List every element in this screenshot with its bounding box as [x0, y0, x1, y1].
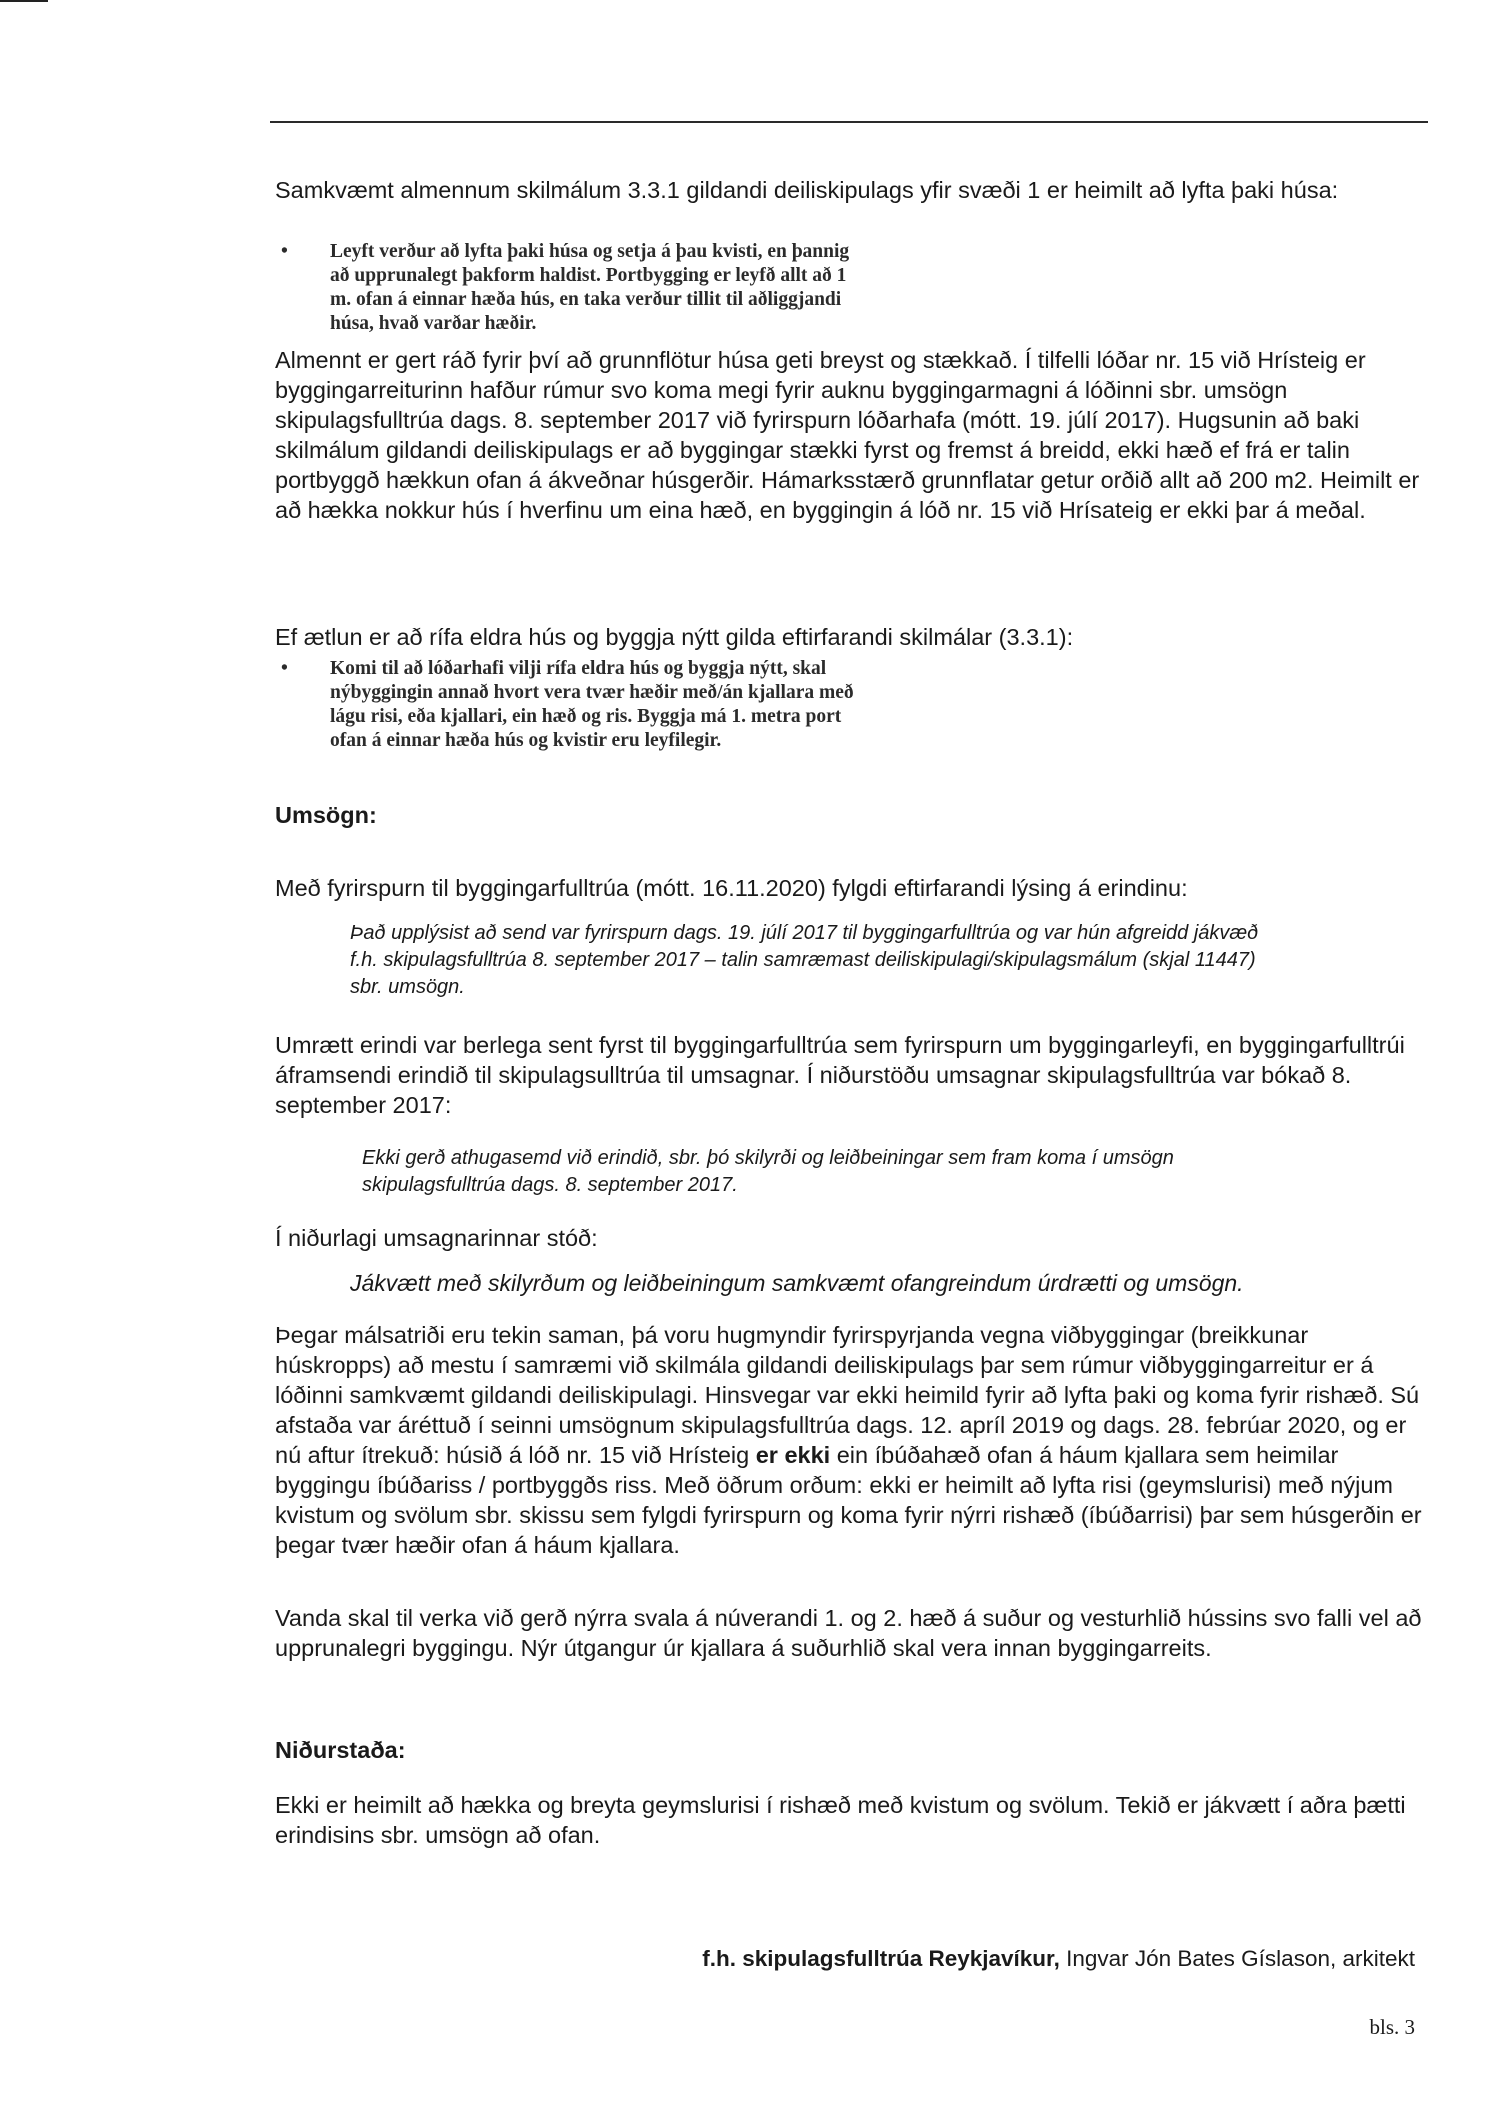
signature-name: Ingvar Jón Bates Gíslason, arkitekt	[1059, 1946, 1415, 1971]
quote-1-line: Það upplýsist að send var fyrirspurn dags. 19. júlí 2017 til byggingarfulltrúa og var hún afgreidd jákvæð	[350, 922, 1259, 944]
paragraph-nidurlag: Í niðurlagi umsagnarinnar stóð:	[275, 1225, 598, 1251]
quote-1-line: sbr. umsögn.	[350, 976, 465, 998]
quote-2-line: Ekki gerð athugasemd við erindið, sbr. þó skilyrði og leiðbeiningar sem fram koma í umsögn	[362, 1147, 1174, 1169]
quote-block-1	[350, 920, 1258, 1001]
quote-2-line: skipulagsfulltrúa dags. 8. september 2017.	[362, 1174, 738, 1196]
bullet-2-line: ofan á einnar hæða hús og kvistir eru leyfilegir.	[330, 730, 722, 751]
paragraph-fyrirspurn: Með fyrirspurn til byggingarfulltrúa (mótt. 16.11.2020) fylgdi eftirfarandi lýsing á erindinu:	[275, 875, 1188, 901]
bullet-dot: •	[281, 241, 288, 262]
heading-umsogn: Umsögn:	[275, 802, 377, 828]
paragraph-thegar	[275, 1320, 1425, 1560]
bullet-1-line: húsa, hvað varðar hæðir.	[330, 313, 537, 334]
paragraph-umraett: Umrætt erindi var berlega sent fyrst til byggingarfulltrúa sem fyrirspurn um byggingarleyfi, en byggingarfulltrúi áframsendi erindið til skipulagsulltrúa til umsagnar. Í niðurstöðu umsagnar skipulagsfulltrúa var bókað 8. september 2017:	[275, 1032, 1405, 1118]
intro-paragraph: Samkvæmt almennum skilmálum 3.3.1 gildandi deiliskipulags yfir svæði 1 er heimilt að lyfta þaki húsa:	[275, 177, 1339, 203]
bullet-2-line: nýbyggingin annað hvort vera tvær hæðir með/án kjallara með	[330, 682, 854, 703]
thegar-bold-phrase: er ekki	[755, 1442, 831, 1468]
quote-1-line: f.h. skipulagsfulltrúa 8. september 2017 – talin samræmast deiliskipulagi/skipulagsmálum (skjal 11447)	[350, 949, 1256, 971]
paragraph-vanda: Vanda skal til verka við gerð nýrra svala á núverandi 1. og 2. hæð á suður og vesturhlið hússins svo falli vel að upprunalegri byggingu. Nýr útgangur úr kjallara á suðurhlið skal vera innan byggingarreits.	[275, 1605, 1422, 1661]
paragraph-nidurstada: Ekki er heimilt að hækka og breyta geymslurisi í rishæð með kvistum og svölum. Tekið er jákvætt í aðra þætti erindisins sbr. umsögn að ofan.	[275, 1792, 1406, 1848]
quote-block-3: Jákvætt með skilyrðum og leiðbeiningum samkvæmt ofangreindum úrdrætti og umsögn.	[350, 1270, 1244, 1296]
thegar-text-2: ein íbúðahæð ofan á háum kjallara sem heimilar byggingu íbúðariss / portbyggðs riss. Með öðrum orðum: ekki er heimilt að lyfta risi (geymslurisi) með nýjum kvistum og svölum sbr. skissu sem fylgdi fyrirspurn og koma fyrir nýrri rishæð (íbúðarrisi) þar sem húsgerðin er þegar tvær hæðir ofan á háum kjallara.	[275, 1442, 1422, 1558]
bullet-2-line: Komi til að lóðarhafi vilji rífa eldra hús og byggja nýtt, skal	[330, 658, 827, 679]
signature-bold: f.h. skipulagsfulltrúa Reykjavíkur,	[702, 1946, 1060, 1971]
signature-line	[702, 1946, 1415, 1972]
paragraph-aetlun: Ef ætlun er að rífa eldra hús og byggja nýtt gilda eftirfarandi skilmálar (3.3.1):	[275, 624, 1074, 650]
bullet-2-line: lágu risi, eða kjallari, ein hæð og ris. Byggja má 1. metra port	[330, 706, 842, 727]
bullet-1-line: m. ofan á einnar hæða hús, en taka verður tillit til aðliggjandi	[330, 289, 842, 310]
paragraph-almennt: Almennt er gert ráð fyrir því að grunnflötur húsa geti breyst og stækkað. Í tilfelli lóðar nr. 15 við Hrísteig er byggingarreiturinn hafður rúmur svo koma megi fyrir auknu byggingarmagni á lóðinni sbr. umsögn skipulagsfulltrúa dags. 8. september 2017 við fyrirspurn lóðarhafa (mótt. 19. júlí 2017). Hugsunin að baki skilmálum gildandi deiliskipulags er að byggingar stækki fyrst og fremst á breidd, ekki hæð ef frá er talin portbyggð hækkun ofan á ákveðnar húsgerðir. Hámarksstærð grunnflatar getur orðið allt að 200 m2. Heimilt er að hækka nokkur hús í hverfinu um eina hæð, en byggingin á lóð nr. 15 við Hrísateig er ekki þar á meðal.	[275, 347, 1420, 523]
quote-block-2	[362, 1145, 1174, 1199]
thegar-text-1: Þegar málsatriði eru tekin saman, þá voru hugmyndir fyrirspyrjanda vegna viðbyggingar (breikkunar húskropps) að mestu í samræmi við skilmála gildandi deiliskipulags þar sem rúmur viðbyggingarreitur er á lóðinni samkvæmt gildandi deiliskipulagi. Hinsvegar var ekki heimild fyrir að lyfta þaki og koma fyrir rishæð. Sú afstaða var áréttuð í seinni umsögnum skipulagsfulltrúa dags. 12. apríl 2019 og dags. 28. febrúar 2020, og er nú aftur ítrekuð: húsið á lóð nr. 15 við Hrísteig	[275, 1322, 1420, 1468]
heading-nidurstada: Niðurstaða:	[275, 1737, 406, 1763]
bullet-1-line: Leyft verður að lyfta þaki húsa og setja á þau kvisti, en þannig	[330, 241, 850, 262]
scan-corner-mark	[0, 0, 48, 2]
header-rule	[270, 121, 1428, 123]
bullet-1-line: að upprunalegt þakform haldist. Portbygging er leyfð allt að 1	[330, 265, 847, 286]
page-number: bls. 3	[1369, 2015, 1415, 2039]
bullet-dot: •	[281, 658, 288, 679]
